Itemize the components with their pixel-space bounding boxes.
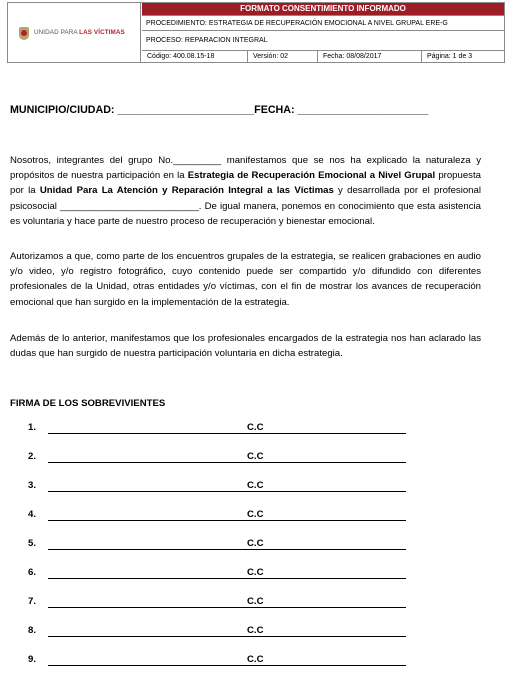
signature-line <box>48 607 274 608</box>
signature-line <box>48 433 274 434</box>
signature-number: 3. <box>28 480 37 491</box>
signature-line <box>48 520 274 521</box>
signature-number: 4. <box>28 509 37 520</box>
signature-number: 8. <box>28 625 37 636</box>
cc-line <box>269 636 406 637</box>
signature-line <box>48 549 274 550</box>
cc-label: C.C <box>247 451 264 462</box>
procedimiento-row: PROCEDIMIENTO: ESTRATEGIA DE RECUPERACIÓN EMOCIONAL A NIVEL GRUPAL ERE-G <box>142 15 504 30</box>
codigo-cell: Código: 400.08.15-18 <box>147 53 215 60</box>
cc-label: C.C <box>247 480 264 491</box>
logo-cell <box>8 3 141 62</box>
cc-line <box>269 578 406 579</box>
version-cell: Versión: 02 <box>247 51 317 63</box>
signatures-title: FIRMA DE LOS SOBREVIVIENTES <box>10 398 166 409</box>
form-title: FORMATO CONSENTIMIENTO INFORMADO <box>142 3 504 15</box>
signature-number: 5. <box>28 538 37 549</box>
signature-number: 2. <box>28 451 37 462</box>
proceso-row: PROCESO: REPARACION INTEGRAL <box>142 30 504 50</box>
meta-row <box>142 50 504 62</box>
cc-line <box>269 462 406 463</box>
pagina-cell: Página: 1 de 3 <box>421 51 504 63</box>
signature-number: 6. <box>28 567 37 578</box>
cc-line <box>269 520 406 521</box>
signature-number: 1. <box>28 422 37 433</box>
paragraph-authorization: Autorizamos a que, como parte de los encuentros grupales de la estrategia, se realicen grabaciones en audio y/o video, y/o registro fotográfico, cuyo contenido puede ser compartido y/o difundido con diferentes profesionales de la Unidad, otras entidades y/o víctimas, con el fin de mostrar los avances de recuperación emocional que han surgido en la implementación de la estrategia. <box>10 251 481 308</box>
cc-line <box>269 433 406 434</box>
signature-number: 9. <box>28 654 37 665</box>
fecha-cell: Fecha: 08/08/2017 <box>317 51 421 63</box>
cc-line <box>269 491 406 492</box>
signature-number: 7. <box>28 596 37 607</box>
signature-line <box>48 636 274 637</box>
coat-of-arms-icon <box>19 27 29 40</box>
signature-line <box>48 462 274 463</box>
cc-label: C.C <box>247 654 264 665</box>
signature-line <box>48 491 274 492</box>
cc-label: C.C <box>247 509 264 520</box>
cc-line <box>269 549 406 550</box>
cc-label: C.C <box>247 422 264 433</box>
signature-line <box>48 665 274 666</box>
logo: UNIDAD PARA LAS VÍCTIMAS <box>34 29 125 36</box>
cc-label: C.C <box>247 567 264 578</box>
paragraph-clarification: Además de lo anterior, manifestamos que los profesionales encargados de la estrategia nos han aclarado las dudas que han surgido de nuestra participación voluntaria en dicha estrategia. <box>10 333 481 360</box>
cc-line <box>269 665 406 666</box>
document-header <box>7 2 505 63</box>
cc-line <box>269 607 406 608</box>
paragraph-intro: Nosotros, integrantes del grupo No._________ manifestamos que se nos ha explicado la naturaleza y propósitos de nuestra participación en la Estrategia de Recuperación Emocional a Nivel Grupal propuesta por la Unidad Para La Atención y Reparación Integral a las Víctimas y desarrollada por el profesional psicosocial __________________________. De igual manera, ponemos en conocimiento que esta asistencia es voluntaria y hace parte de nuestro proceso de recuperación y bienestar emocional. <box>10 155 481 227</box>
cc-label: C.C <box>247 625 264 636</box>
municipio-fecha-line: MUNICIPIO/CIUDAD: _______________________FECHA: ______________________ <box>10 104 429 116</box>
cc-label: C.C <box>247 596 264 607</box>
signature-line <box>48 578 274 579</box>
cc-label: C.C <box>247 538 264 549</box>
